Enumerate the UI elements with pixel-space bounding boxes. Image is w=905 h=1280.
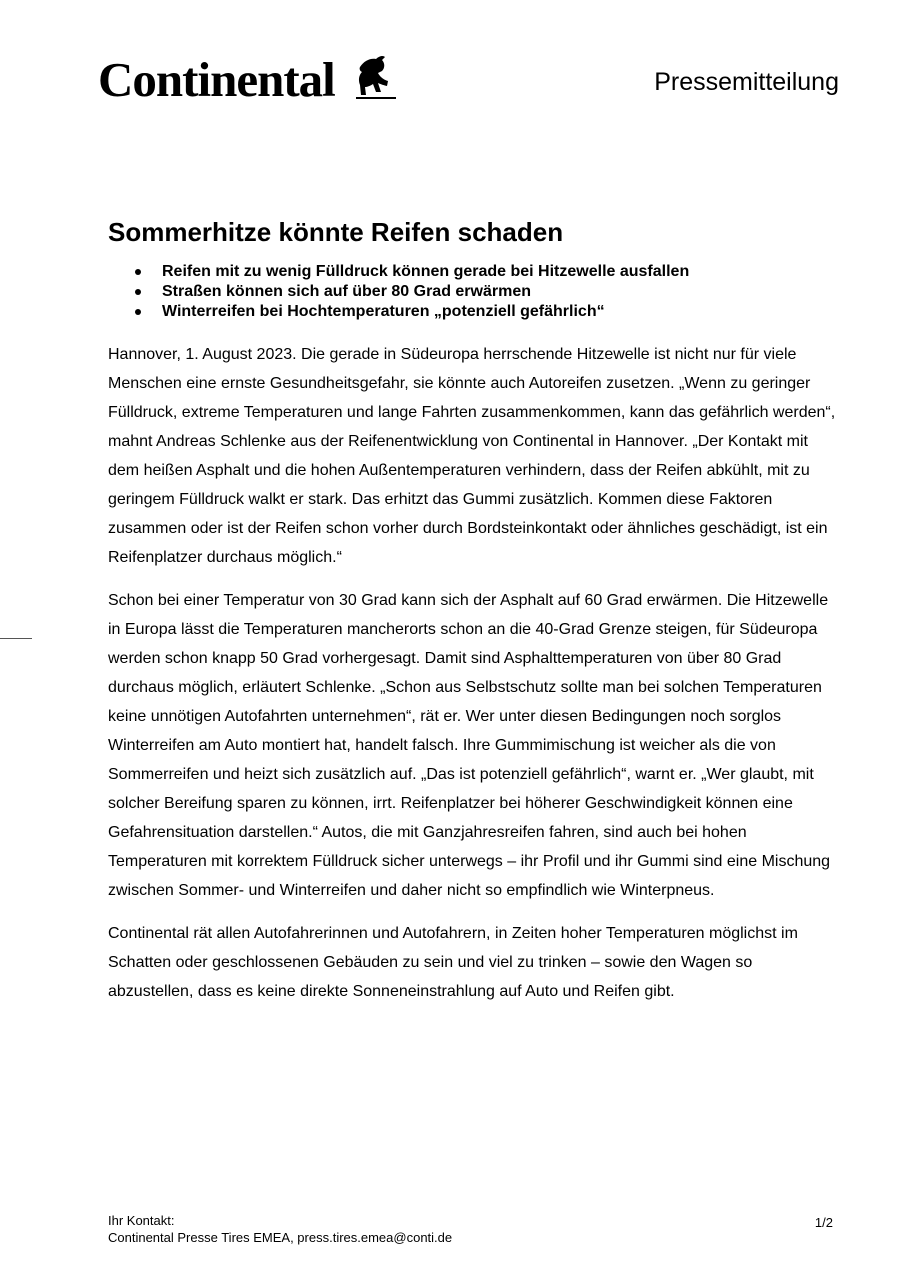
paragraph-advice: Continental rät allen Autofahrerinnen und Autofahrern, in Zeiten hoher Temperaturen möglichst im Schatten oder geschlossenen Gebäuden zu sein und viel zu trinken – sowie den Wagen so abzustellen, dass es keine direkte Sonneneinstrahlung auf Auto und Reifen gibt. [108, 925, 798, 1000]
contact-details: Continental Presse Tires EMEA, press.tires.emea@conti.de [108, 1230, 453, 1245]
key-point [162, 302, 838, 322]
paragraph-temperatures: Schon bei einer Temperatur von 30 Grad kann sich der Asphalt auf 60 Grad erwärmen. Die Hitzewelle in Europa lässt die Temperaturen mancherorts schon an die 40-Grad Grenze steigen, für Südeuropa werden schon knapp 50 Grad vorhergesagt. Damit sind Asphalttemperaturen von über 80 Grad durchaus möglich, erläutert Schlenke. „Schon aus Selbstschutz sollte man bei solchen Temperaturen keine unnötigen Autofahrten unternehmen“, rät er. Wer unter diesen Bedingungen noch sorglos Winterreifen am Auto montiert hat, handelt falsch. Ihre Gummimischung ist weicher als die von Sommerreifen und heizt sich zusätzlich auf. „Das ist potenziell gefährlich“, warnt er. „Wer glaubt, mit solcher Bereifung sparen zu können, irrt. Reifenplatzer bei höherer Geschwindigkeit können eine Gefahrensituation darstellen.“ Autos, die mit Ganzjahresreifen fahren, sind auch bei hohen Temperaturen mit korrektem Fülldruck sicher unterwegs – ihr Profil und ihr Gummi sind eine Mischung zwischen Sommer- und Winterreifen und daher nicht so empfindlich wie Winterpneus. [108, 592, 831, 899]
horse-icon [354, 53, 396, 101]
bullet-icon [135, 289, 141, 295]
key-point [162, 262, 838, 282]
headline: Sommerhitze könnte Reifen schaden [108, 217, 564, 247]
key-point-text: Reifen mit zu wenig Fülldruck können gerade bei Hitzewelle ausfallen [162, 263, 690, 280]
key-point [162, 282, 838, 302]
key-points-list [108, 262, 838, 322]
footer-contact [108, 1212, 452, 1246]
company-logo [98, 50, 398, 110]
key-point-text: Winterreifen bei Hochtemperaturen „potenziell gefährlich“ [162, 303, 605, 320]
press-release-body [108, 214, 838, 1020]
logo-wordmark: Continental [98, 52, 335, 107]
paragraph-intro: Hannover, 1. August 2023. Die gerade in Südeuropa herrschende Hitzewelle ist nicht nur für viele Menschen eine ernste Gesundheitsgefahr, sie könnte auch Autoreifen zusetzen. „Wenn zu geringer Fülldruck, extreme Temperaturen und lange Fahrten zusammenkommen, kann das gefährlich werden“, mahnt Andreas Schlenke aus der Reifenentwicklung von Continental in Hannover. „Der Kontakt mit dem heißen Asphalt und die hohen Außentemperaturen verhindern, dass der Reifen abkühlt, mit zu geringem Fülldruck walkt er stark. Das erhitzt das Gummi zusätzlich. Kommen diese Faktoren zusammen oder ist der Reifen schon vorher durch Bordsteinkontakt oder ähnliches geschädigt, ist ein Reifenplatzer durchaus möglich.“ [108, 346, 836, 566]
fold-mark [0, 638, 32, 639]
page-number: 1/2 [814, 1215, 833, 1230]
bullet-icon [135, 269, 141, 275]
document-type-label: Pressemitteilung [654, 68, 839, 96]
key-point-text: Straßen können sich auf über 80 Grad erwärmen [162, 283, 531, 300]
bullet-icon [135, 309, 141, 315]
contact-label: Ihr Kontakt: [108, 1213, 175, 1228]
